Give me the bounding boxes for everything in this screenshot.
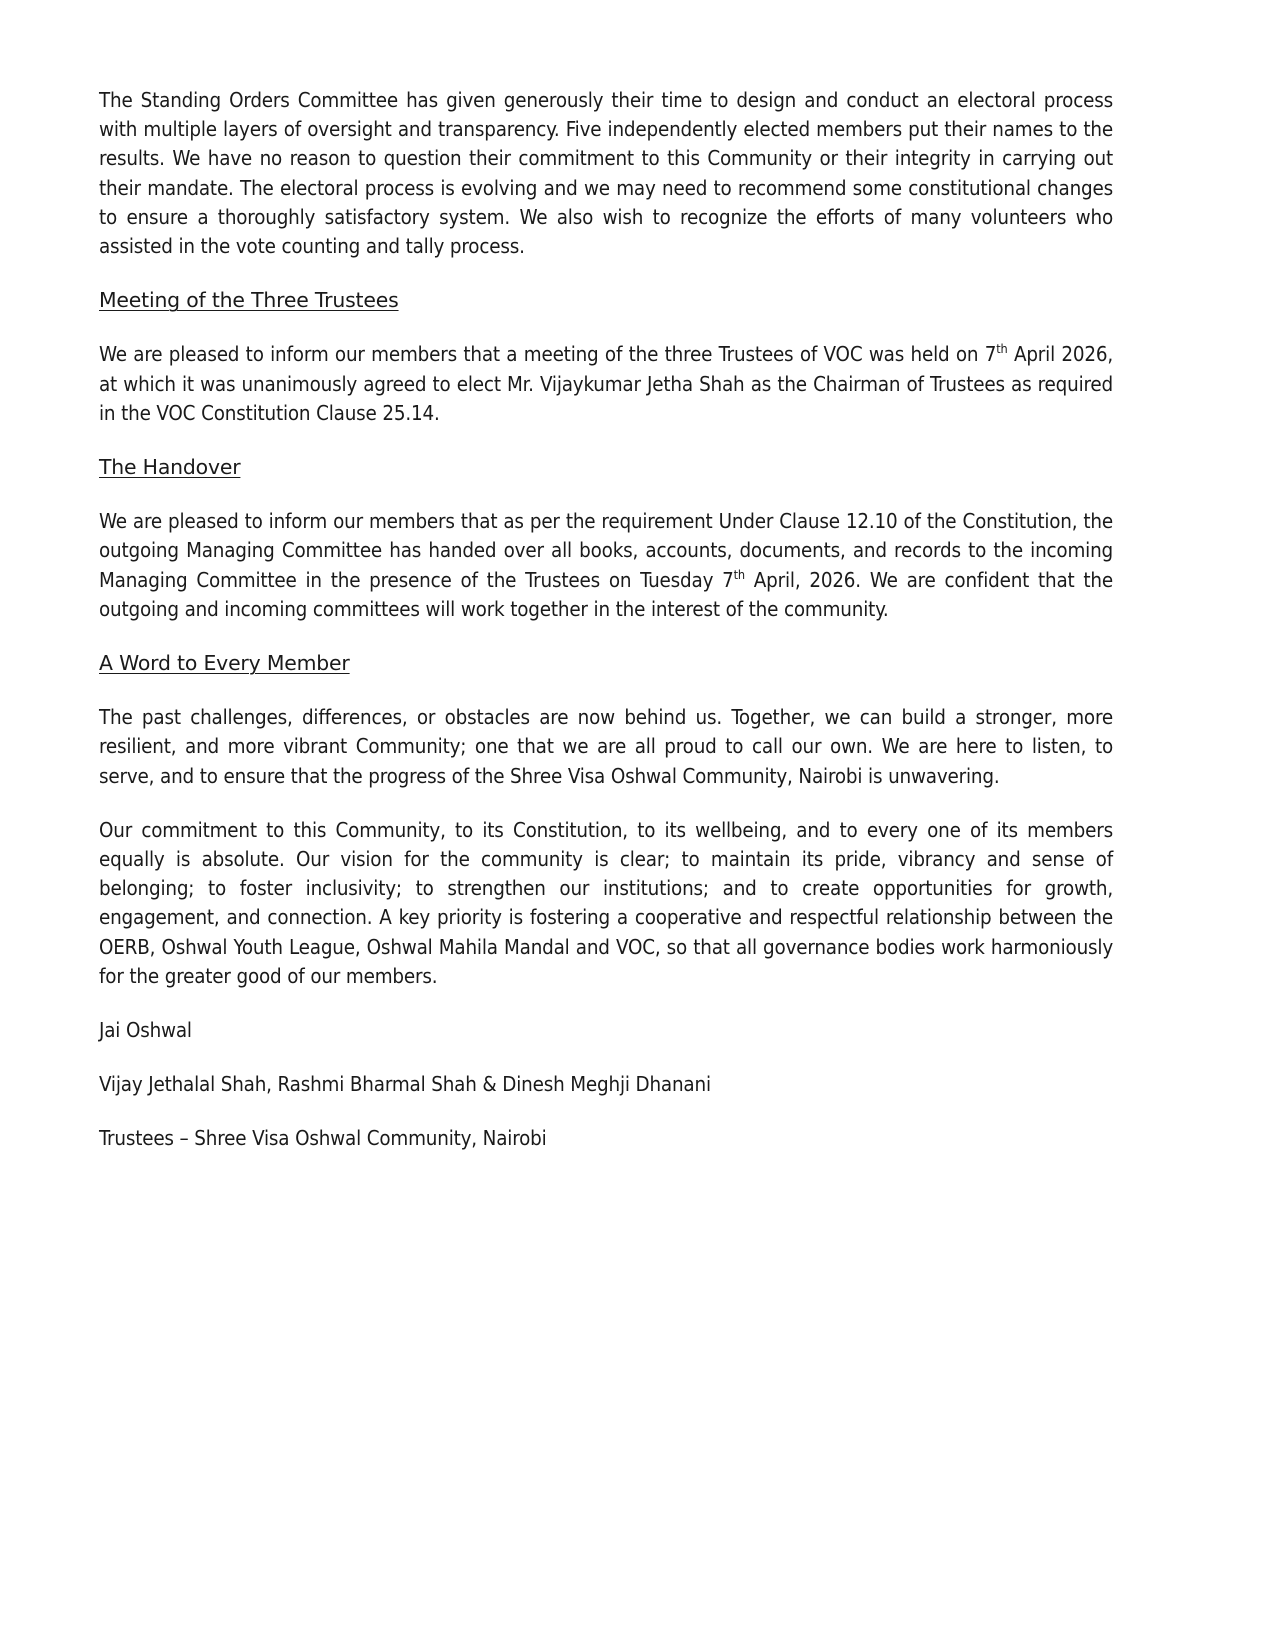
- paragraph-past-challenges: The past challenges, differences, or obstacles are now behind us. Together, we can build a stronger, more resilient, and more vibrant Community; one that we are all proud to call our own. We are here to listen, to serve, and to ensure that the progress of the Shree Visa Oshwal Community, Nairobi is unwavering.: [99, 705, 1113, 788]
- paragraph-standing-orders-committee: The Standing Orders Committee has given generously their time to design and conduct an electoral process with multiple layers of oversight and transparency. Five independently elected members put their names to the results. We have no reason to question their commitment to this Community or their integrity in carrying out their mandate. The electoral process is evolving and we may need to recommend some constitutional changes to ensure a thoroughly satisfactory system. We also wish to recognize the efforts of many volunteers who assisted in the vote counting and tally process.: [99, 88, 1113, 259]
- paragraph-meeting-text-after-superscript: April 2026, at which it was unanimously agreed to elect Mr. Vijaykumar Jetha Shah as the Chairman of Trustees as required in the VOC Constitution Clause 25.14.: [99, 342, 1113, 425]
- signoff-trustees-title: Trustees – Shree Visa Oshwal Community, Nairobi: [99, 1126, 547, 1151]
- document-body: [99, 86, 1113, 1154]
- heading-meeting-of-the-three-trustees: Meeting of the Three Trustees: [99, 288, 399, 313]
- paragraph-handover-text-before-superscript: We are pleased to inform our members that as per the requirement Under Clause 12.10 of the Constitution, the outgoing Managing Committee has handed over all books, accounts, documents, and records to the incoming Managing Committee in the presence of the Trustees on Tuesday 7: [99, 509, 1113, 592]
- signoff-jai-oshwal: Jai Oshwal: [99, 1018, 192, 1043]
- signoff-signatory-names: Vijay Jethalal Shah, Rashmi Bharmal Shah & Dinesh Meghji Dhanani: [99, 1072, 711, 1097]
- paragraph-meeting-of-the-three-trustees: [99, 340, 1113, 428]
- ordinal-superscript-th: th: [996, 341, 1008, 357]
- paragraph-handover-text-after-superscript: April, 2026. We are confident that the outgoing and incoming committees will work together in the interest of the community.: [99, 567, 1113, 621]
- paragraph-the-handover: [99, 507, 1113, 624]
- paragraph-meeting-text-before-superscript: We are pleased to inform our members that a meeting of the three Trustees of VOC was held on 7: [99, 342, 997, 367]
- paragraph-our-commitment: Our commitment to this Community, to its Constitution, to its wellbeing, and to every one of its members equally is absolute. Our vision for the community is clear; to maintain its pride, vibrancy and sense of belonging; to foster inclusivity; to strengthen our institutions; and to create opportunities for growth, engagement, and connection. A key priority is fostering a cooperative and respectful relationship between the OERB, Oshwal Youth League, Oshwal Mahila Mandal and VOC, so that all governance bodies work harmoniously for the greater good of our members.: [99, 817, 1113, 988]
- heading-a-word-to-every-member: A Word to Every Member: [99, 651, 350, 676]
- ordinal-superscript-th: th: [733, 566, 745, 582]
- heading-the-handover: The Handover: [99, 455, 241, 480]
